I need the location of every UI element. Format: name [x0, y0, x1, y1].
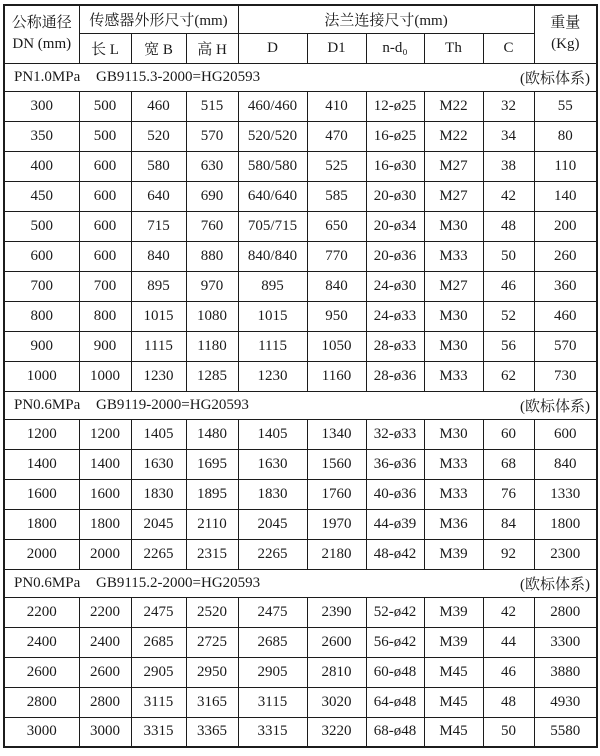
cell-length-l: 1600: [79, 479, 131, 509]
cell-d1: 1560: [307, 449, 366, 479]
cell-d: 2905: [238, 657, 307, 687]
header-weight-title: 重量: [550, 14, 581, 31]
section-pn: PN1.0MPa: [14, 68, 81, 85]
cell-width-b: 2685: [131, 627, 186, 657]
cell-length-l: 2400: [79, 627, 131, 657]
cell-d1: 410: [307, 91, 366, 121]
cell-th: M36: [424, 509, 483, 539]
cell-th: M45: [424, 717, 483, 747]
section-standard: GB9115.2-2000=HG20593: [96, 574, 261, 591]
section-note: (欧标体系): [520, 576, 591, 593]
cell-d: 2045: [238, 509, 307, 539]
section-standard: GB9119-2000=HG20593: [96, 396, 249, 413]
header-flange-group: 法兰连接尺寸(mm): [238, 5, 534, 33]
cell-d: 705/715: [238, 211, 307, 241]
table-row: [4, 331, 597, 361]
cell-c: 34: [483, 121, 534, 151]
cell-c: 46: [483, 271, 534, 301]
table-row: [4, 151, 597, 181]
cell-height-h: 2950: [186, 657, 238, 687]
cell-d1: 1970: [307, 509, 366, 539]
cell-c: 46: [483, 657, 534, 687]
cell-width-b: 640: [131, 181, 186, 211]
cell-n-d0: 60-ø48: [366, 657, 424, 687]
cell-width-b: 1405: [131, 419, 186, 449]
header-sensor-group: 传感器外形尺寸(mm): [79, 5, 238, 33]
cell-dn: 2800: [4, 687, 79, 717]
cell-height-h: 570: [186, 121, 238, 151]
cell-th: M22: [424, 121, 483, 151]
cell-dn: 2200: [4, 597, 79, 627]
cell-height-h: 2315: [186, 539, 238, 569]
cell-height-h: 760: [186, 211, 238, 241]
cell-height-h: 880: [186, 241, 238, 271]
cell-weight: 80: [534, 121, 597, 151]
cell-d1: 585: [307, 181, 366, 211]
cell-length-l: 700: [79, 271, 131, 301]
table-row: [4, 121, 597, 151]
cell-d1: 3020: [307, 687, 366, 717]
cell-weight: 3300: [534, 627, 597, 657]
cell-d1: 1760: [307, 479, 366, 509]
cell-n-d0: 20-ø36: [366, 241, 424, 271]
cell-d1: 1340: [307, 419, 366, 449]
header-n-d0: n-d₀: [366, 33, 424, 63]
header-d1: D1: [307, 33, 366, 63]
table-row: [4, 449, 597, 479]
cell-th: M30: [424, 419, 483, 449]
cell-dn: 2600: [4, 657, 79, 687]
cell-height-h: 3165: [186, 687, 238, 717]
cell-n-d0: 52-ø42: [366, 597, 424, 627]
cell-height-h: 1080: [186, 301, 238, 331]
cell-weight: 140: [534, 181, 597, 211]
cell-weight: 1330: [534, 479, 597, 509]
cell-height-h: 690: [186, 181, 238, 211]
cell-c: 92: [483, 539, 534, 569]
cell-d: 2685: [238, 627, 307, 657]
cell-height-h: 1895: [186, 479, 238, 509]
cell-weight: 1800: [534, 509, 597, 539]
table-row: [4, 657, 597, 687]
cell-width-b: 460: [131, 91, 186, 121]
cell-th: M33: [424, 241, 483, 271]
cell-length-l: 500: [79, 91, 131, 121]
cell-c: 44: [483, 627, 534, 657]
section-header-cell: [4, 391, 597, 419]
cell-c: 42: [483, 181, 534, 211]
cell-weight: 5580: [534, 717, 597, 747]
cell-weight: 3880: [534, 657, 597, 687]
cell-th: M33: [424, 361, 483, 391]
section-header-row: [4, 391, 597, 419]
cell-length-l: 2000: [79, 539, 131, 569]
cell-c: 50: [483, 717, 534, 747]
cell-length-l: 2600: [79, 657, 131, 687]
cell-c: 84: [483, 509, 534, 539]
table-body: [4, 63, 597, 747]
table-row: [4, 419, 597, 449]
cell-width-b: 520: [131, 121, 186, 151]
cell-d1: 3220: [307, 717, 366, 747]
cell-d: 895: [238, 271, 307, 301]
header-weight-unit: (Kg): [551, 36, 580, 53]
cell-th: M22: [424, 91, 483, 121]
cell-d1: 950: [307, 301, 366, 331]
cell-th: M30: [424, 301, 483, 331]
section-header-row: [4, 569, 597, 597]
cell-length-l: 500: [79, 121, 131, 151]
cell-d1: 770: [307, 241, 366, 271]
cell-width-b: 2045: [131, 509, 186, 539]
cell-width-b: 840: [131, 241, 186, 271]
cell-d1: 2180: [307, 539, 366, 569]
section-header-cell: [4, 569, 597, 597]
cell-weight: 570: [534, 331, 597, 361]
cell-dn: 500: [4, 211, 79, 241]
cell-c: 38: [483, 151, 534, 181]
header-th: Th: [424, 33, 483, 63]
cell-d1: 1160: [307, 361, 366, 391]
table-header: [4, 5, 597, 63]
cell-d1: 840: [307, 271, 366, 301]
cell-dn: 900: [4, 331, 79, 361]
cell-width-b: 895: [131, 271, 186, 301]
cell-height-h: 1480: [186, 419, 238, 449]
cell-d: 3115: [238, 687, 307, 717]
cell-n-d0: 16-ø25: [366, 121, 424, 151]
cell-length-l: 600: [79, 151, 131, 181]
cell-weight: 840: [534, 449, 597, 479]
cell-d: 1115: [238, 331, 307, 361]
cell-dn: 400: [4, 151, 79, 181]
cell-n-d0: 44-ø39: [366, 509, 424, 539]
cell-d: 1015: [238, 301, 307, 331]
table-row: [4, 479, 597, 509]
cell-dn: 800: [4, 301, 79, 331]
cell-th: M45: [424, 657, 483, 687]
cell-th: M27: [424, 271, 483, 301]
cell-n-d0: 48-ø42: [366, 539, 424, 569]
cell-length-l: 1400: [79, 449, 131, 479]
cell-d: 1830: [238, 479, 307, 509]
cell-width-b: 3315: [131, 717, 186, 747]
cell-d1: 2390: [307, 597, 366, 627]
cell-n-d0: 24-ø30: [366, 271, 424, 301]
cell-length-l: 3000: [79, 717, 131, 747]
cell-weight: 260: [534, 241, 597, 271]
cell-weight: 360: [534, 271, 597, 301]
header-dn-title: 公称通径: [11, 14, 72, 31]
cell-height-h: 2725: [186, 627, 238, 657]
cell-c: 56: [483, 331, 534, 361]
cell-c: 42: [483, 597, 534, 627]
cell-n-d0: 20-ø34: [366, 211, 424, 241]
cell-th: M30: [424, 331, 483, 361]
cell-n-d0: 64-ø48: [366, 687, 424, 717]
cell-length-l: 1000: [79, 361, 131, 391]
cell-d1: 470: [307, 121, 366, 151]
cell-d: 1630: [238, 449, 307, 479]
cell-dn: 1600: [4, 479, 79, 509]
cell-weight: 600: [534, 419, 597, 449]
cell-c: 52: [483, 301, 534, 331]
cell-width-b: 3115: [131, 687, 186, 717]
cell-c: 32: [483, 91, 534, 121]
cell-c: 60: [483, 419, 534, 449]
cell-width-b: 2265: [131, 539, 186, 569]
cell-length-l: 2200: [79, 597, 131, 627]
cell-dn: 700: [4, 271, 79, 301]
cell-d1: 2810: [307, 657, 366, 687]
cell-d: 520/520: [238, 121, 307, 151]
table-row: [4, 91, 597, 121]
table-row: [4, 717, 597, 747]
header-width-b: 宽 B: [131, 33, 186, 63]
table-row: [4, 301, 597, 331]
cell-dn: 2400: [4, 627, 79, 657]
cell-dn: 600: [4, 241, 79, 271]
cell-length-l: 600: [79, 211, 131, 241]
cell-height-h: 970: [186, 271, 238, 301]
table-row: [4, 687, 597, 717]
cell-n-d0: 16-ø30: [366, 151, 424, 181]
cell-n-d0: 20-ø30: [366, 181, 424, 211]
flange-dimension-table: [3, 4, 598, 748]
header-height-h: 高 H: [186, 33, 238, 63]
cell-n-d0: 12-ø25: [366, 91, 424, 121]
cell-width-b: 1830: [131, 479, 186, 509]
cell-d1: 2600: [307, 627, 366, 657]
cell-n-d0: 40-ø36: [366, 479, 424, 509]
section-header-cell: [4, 63, 597, 91]
header-length-l: 长 L: [79, 33, 131, 63]
cell-d: 460/460: [238, 91, 307, 121]
table-row: [4, 181, 597, 211]
cell-weight: 55: [534, 91, 597, 121]
cell-th: M33: [424, 449, 483, 479]
cell-weight: 4930: [534, 687, 597, 717]
cell-d: 1230: [238, 361, 307, 391]
cell-dn: 300: [4, 91, 79, 121]
table-row: [4, 271, 597, 301]
section-note: (欧标体系): [520, 398, 591, 415]
cell-c: 76: [483, 479, 534, 509]
cell-height-h: 2520: [186, 597, 238, 627]
cell-height-h: 630: [186, 151, 238, 181]
cell-c: 68: [483, 449, 534, 479]
cell-width-b: 1630: [131, 449, 186, 479]
cell-th: M33: [424, 479, 483, 509]
cell-th: M27: [424, 181, 483, 211]
cell-dn: 3000: [4, 717, 79, 747]
cell-n-d0: 32-ø33: [366, 419, 424, 449]
cell-weight: 460: [534, 301, 597, 331]
header-dn: [4, 5, 79, 63]
cell-width-b: 1015: [131, 301, 186, 331]
cell-dn: 1000: [4, 361, 79, 391]
section-header-row: [4, 63, 597, 91]
cell-dn: 450: [4, 181, 79, 211]
cell-th: M39: [424, 627, 483, 657]
header-dn-unit: DN (mm): [12, 36, 72, 53]
cell-dn: 1400: [4, 449, 79, 479]
cell-length-l: 1200: [79, 419, 131, 449]
cell-length-l: 600: [79, 241, 131, 271]
cell-height-h: 515: [186, 91, 238, 121]
section-pn: PN0.6MPa: [14, 396, 81, 413]
cell-d: 640/640: [238, 181, 307, 211]
cell-height-h: 1285: [186, 361, 238, 391]
cell-length-l: 1800: [79, 509, 131, 539]
cell-d1: 650: [307, 211, 366, 241]
cell-n-d0: 28-ø33: [366, 331, 424, 361]
cell-dn: 350: [4, 121, 79, 151]
cell-weight: 2800: [534, 597, 597, 627]
cell-d: 840/840: [238, 241, 307, 271]
cell-n-d0: 24-ø33: [366, 301, 424, 331]
header-weight: [534, 5, 597, 63]
cell-d: 3315: [238, 717, 307, 747]
cell-height-h: 3365: [186, 717, 238, 747]
cell-n-d0: 68-ø48: [366, 717, 424, 747]
cell-n-d0: 28-ø36: [366, 361, 424, 391]
section-note: (欧标体系): [520, 70, 591, 87]
table-row: [4, 241, 597, 271]
table-row: [4, 211, 597, 241]
cell-height-h: 2110: [186, 509, 238, 539]
cell-width-b: 1115: [131, 331, 186, 361]
cell-length-l: 600: [79, 181, 131, 211]
cell-length-l: 900: [79, 331, 131, 361]
cell-n-d0: 36-ø36: [366, 449, 424, 479]
cell-c: 48: [483, 211, 534, 241]
cell-width-b: 580: [131, 151, 186, 181]
cell-n-d0: 56-ø42: [366, 627, 424, 657]
cell-th: M30: [424, 211, 483, 241]
table-row: [4, 509, 597, 539]
cell-width-b: 2905: [131, 657, 186, 687]
cell-d: 580/580: [238, 151, 307, 181]
cell-length-l: 800: [79, 301, 131, 331]
table-row: [4, 597, 597, 627]
cell-th: M39: [424, 597, 483, 627]
table-row: [4, 539, 597, 569]
cell-dn: 2000: [4, 539, 79, 569]
cell-width-b: 1230: [131, 361, 186, 391]
header-d: D: [238, 33, 307, 63]
cell-weight: 2300: [534, 539, 597, 569]
cell-c: 62: [483, 361, 534, 391]
cell-d1: 1050: [307, 331, 366, 361]
cell-width-b: 715: [131, 211, 186, 241]
cell-d: 2265: [238, 539, 307, 569]
cell-th: M27: [424, 151, 483, 181]
cell-dn: 1200: [4, 419, 79, 449]
cell-c: 50: [483, 241, 534, 271]
cell-th: M45: [424, 687, 483, 717]
cell-width-b: 2475: [131, 597, 186, 627]
cell-height-h: 1180: [186, 331, 238, 361]
cell-d: 1405: [238, 419, 307, 449]
table-row: [4, 627, 597, 657]
section-pn: PN0.6MPa: [14, 574, 81, 591]
cell-length-l: 2800: [79, 687, 131, 717]
cell-d1: 525: [307, 151, 366, 181]
cell-dn: 1800: [4, 509, 79, 539]
cell-d: 2475: [238, 597, 307, 627]
header-c: C: [483, 33, 534, 63]
cell-c: 48: [483, 687, 534, 717]
cell-weight: 200: [534, 211, 597, 241]
cell-height-h: 1695: [186, 449, 238, 479]
cell-weight: 730: [534, 361, 597, 391]
cell-th: M39: [424, 539, 483, 569]
cell-weight: 110: [534, 151, 597, 181]
section-standard: GB9115.3-2000=HG20593: [96, 68, 261, 85]
table-row: [4, 361, 597, 391]
